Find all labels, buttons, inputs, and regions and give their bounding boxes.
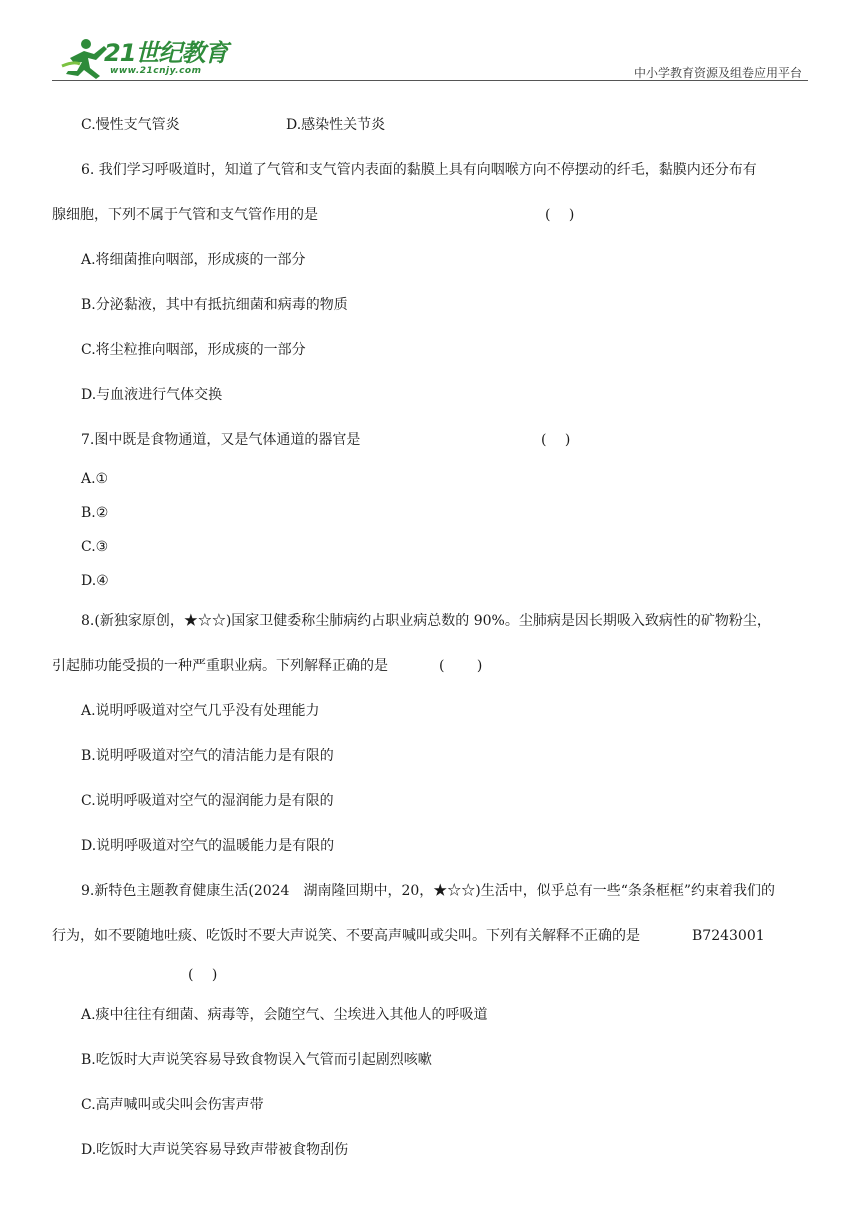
q8-option-b: B.说明呼吸道对空气的清洁能力是有限的 bbox=[81, 748, 334, 764]
q9-stem-line1: 9.新特色主题教育健康生活(2024 湖南隆回期中，20，★☆☆)生活中，似乎总有一些“条条框框”约束着我们的 bbox=[81, 883, 776, 899]
q9-option-a: A.痰中往往有细菌、病毒等，会随空气、尘埃进入其他人的呼吸道 bbox=[81, 1007, 488, 1023]
q7-option-b: B.② bbox=[81, 505, 109, 521]
q8-option-c: C.说明呼吸道对空气的湿润能力是有限的 bbox=[81, 793, 334, 809]
q9-stem-line2: 行为，如不要随地吐痰、吃饭时不要大声说笑、不要高声喊叫或尖叫。下列有关解释不正确的是 bbox=[52, 928, 640, 944]
q6-answer-blank: ( ) bbox=[545, 207, 575, 223]
platform-name: 中小学教育资源及组卷应用平台 bbox=[633, 66, 802, 80]
q7-option-c: C.③ bbox=[81, 539, 109, 555]
q5-option-c: C.慢性支气管炎 bbox=[81, 117, 180, 133]
q6-option-d: D.与血液进行气体交换 bbox=[81, 387, 223, 403]
runner-logo-icon bbox=[60, 36, 110, 80]
header-divider bbox=[52, 80, 808, 81]
q8-option-d: D.说明呼吸道对空气的温暖能力是有限的 bbox=[81, 838, 335, 854]
q6-stem-line1: 6. 我们学习呼吸道时，知道了气管和支气管内表面的黏膜上具有向咽喉方向不停摆动的纤毛，黏膜内还分布有 bbox=[81, 162, 757, 178]
q7-option-d: D.④ bbox=[81, 573, 109, 589]
q6-option-b: B.分泌黏液，其中有抵抗细菌和病毒的物质 bbox=[81, 297, 348, 313]
q9-option-c: C.高声喊叫或尖叫会伤害声带 bbox=[81, 1097, 264, 1113]
q8-answer-blank: ( ) bbox=[439, 658, 483, 674]
q7-answer-blank: ( ) bbox=[541, 432, 571, 448]
logo-text: 21世纪教育 bbox=[104, 39, 228, 67]
q9-answer-blank: ( ) bbox=[188, 967, 218, 983]
q7-stem: 7.图中既是食物通道，又是气体通道的器官是 bbox=[81, 432, 361, 448]
q9-option-b: B.吃饭时大声说笑容易导致食物误入气管而引起剧烈咳嗽 bbox=[81, 1052, 432, 1068]
q9-option-d: D.吃饭时大声说笑容易导致声带被食物刮伤 bbox=[81, 1142, 349, 1158]
q5-option-d: D.感染性关节炎 bbox=[286, 117, 386, 133]
logo-url: www.21cnjy.com bbox=[110, 66, 202, 76]
q8-stem-line1: 8.(新独家原创，★☆☆)国家卫健委称尘肺病约占职业病总数的 90%。尘肺病是因长期吸入致病性的矿物粉尘， bbox=[81, 613, 771, 629]
q8-stem-line2: 引起肺功能受损的一种严重职业病。下列解释正确的是 bbox=[52, 658, 388, 674]
q6-option-a: A.将细菌推向咽部，形成痰的一部分 bbox=[81, 252, 306, 268]
site-logo bbox=[60, 36, 230, 82]
q7-option-a: A.① bbox=[81, 471, 109, 487]
q6-option-c: C.将尘粒推向咽部，形成痰的一部分 bbox=[81, 342, 306, 358]
q8-option-a: A.说明呼吸道对空气几乎没有处理能力 bbox=[81, 703, 320, 719]
q9-question-code: B7243001 bbox=[692, 928, 765, 944]
page-header bbox=[0, 0, 860, 90]
q6-stem-line2: 腺细胞，下列不属于气管和支气管作用的是 bbox=[52, 207, 318, 223]
